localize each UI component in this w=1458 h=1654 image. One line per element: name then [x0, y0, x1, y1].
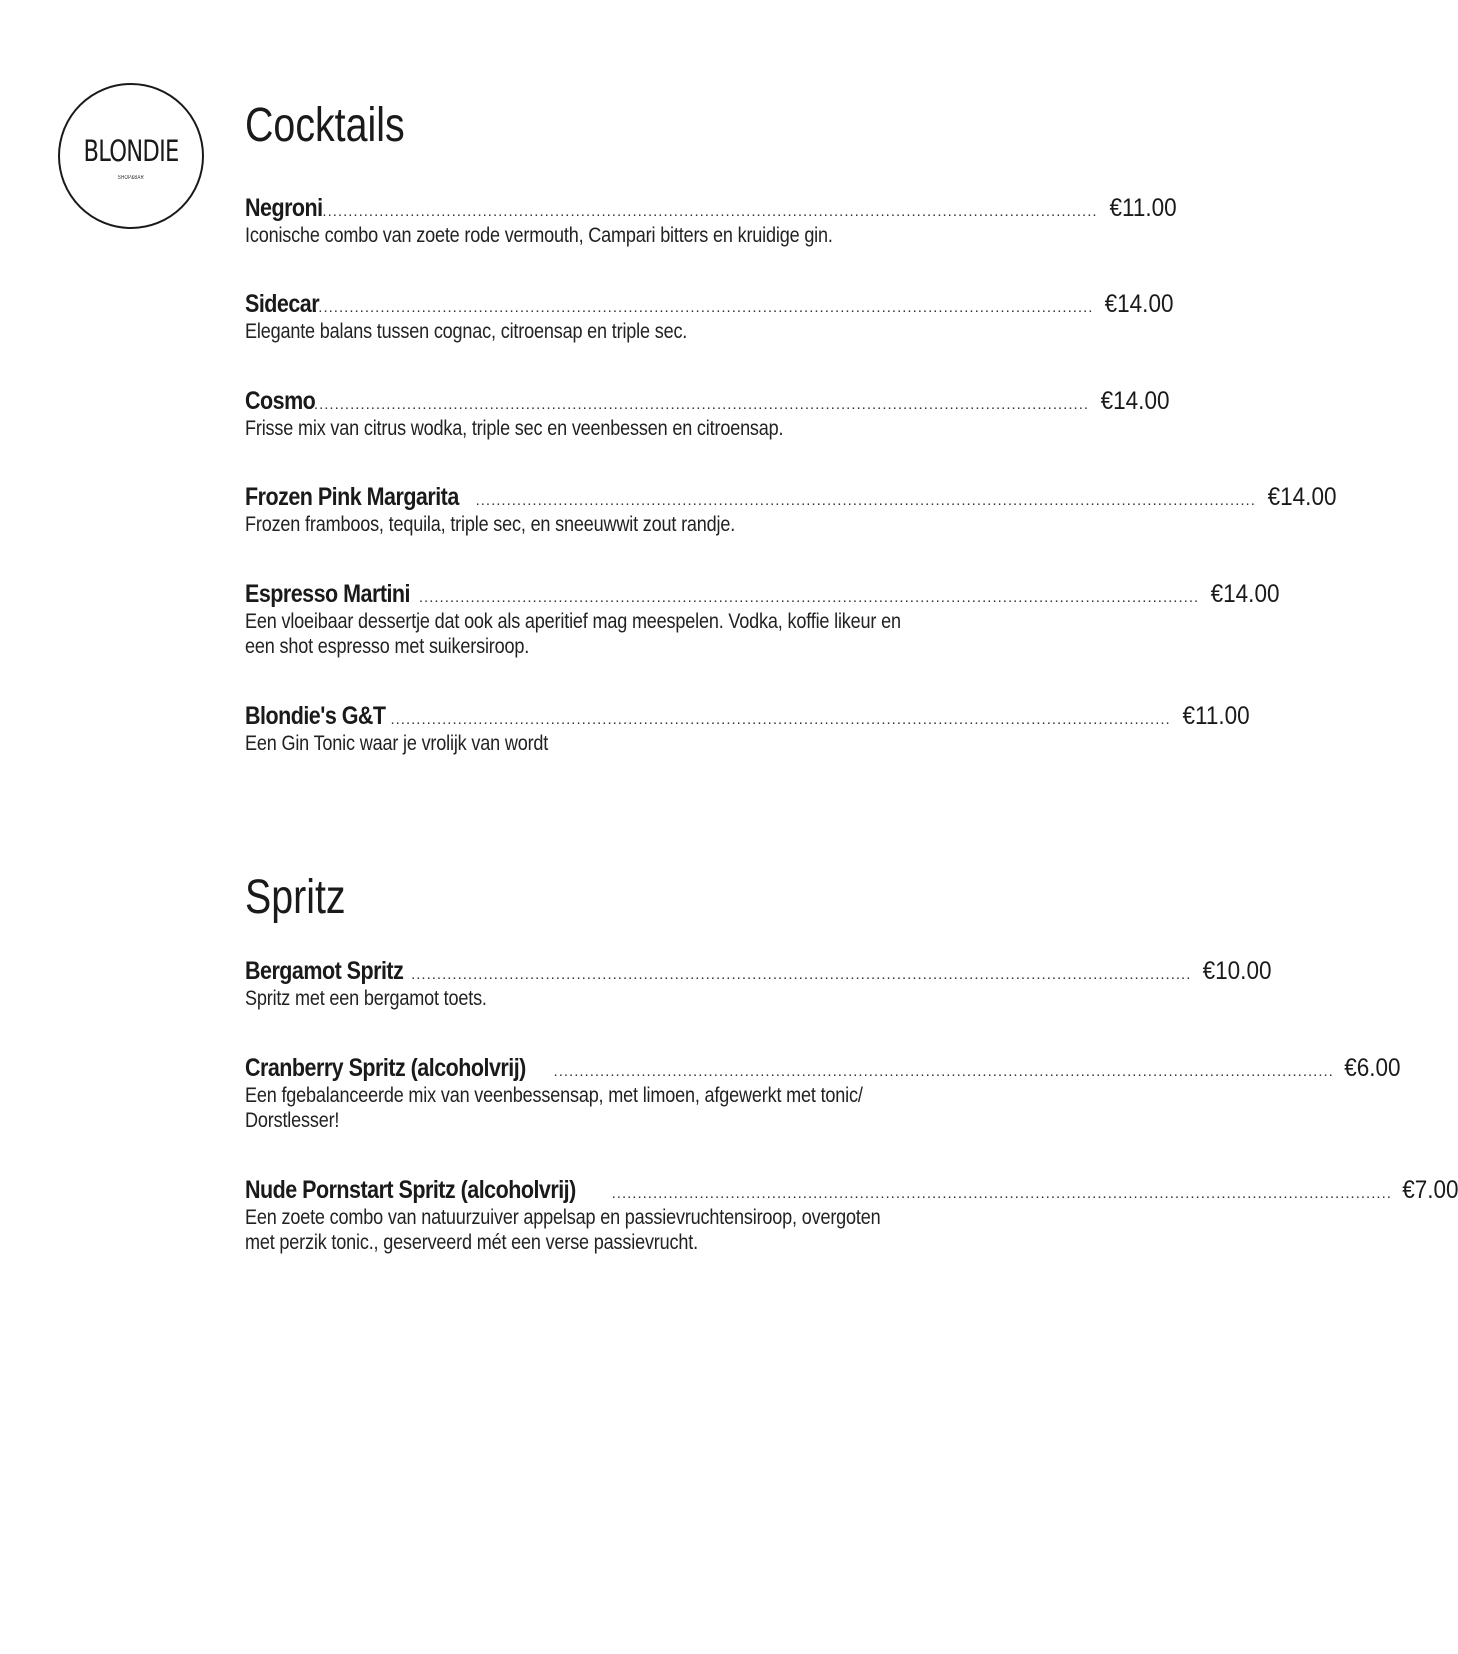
dot-leader: .......................................................................................................................................................	[317, 203, 1098, 220]
item-description: Een Gin Tonic waar je vrolijk van wordt	[245, 732, 549, 755]
logo-subtitle: SHOP&BAR	[117, 175, 145, 181]
item-name: Sidecar	[245, 290, 320, 318]
menu-item-bergamot-spritz	[245, 956, 1272, 1011]
item-price: €7.00	[1402, 1176, 1458, 1204]
item-description: Een vloeibaar dessertje dat ook als aperitief mag meespelen. Vodka, koffie likeur en een shot espresso met suikersiroop.	[245, 610, 901, 658]
menu-item-blondies-gt	[245, 701, 1250, 756]
dot-leader: .......................................................................................................................................................	[313, 299, 1094, 316]
dot-leader: .......................................................................................................................................................	[390, 711, 1171, 728]
item-price: €14.00	[1267, 483, 1337, 511]
menu-item-espresso-martini	[245, 579, 1280, 659]
menu-item-sidecar	[245, 289, 1174, 344]
menu-item-nude-pornstart-spritz	[245, 1175, 1458, 1255]
item-price: €14.00	[1105, 290, 1174, 318]
item-name: Cranberry Spritz (alcoholvrij)	[245, 1054, 526, 1082]
item-name: Espresso Martini	[245, 580, 410, 608]
item-description: Een fgebalanceerde mix van veenbessensap, met limoen, afgewerkt met tonic/ Dorstlesser!	[245, 1084, 863, 1132]
dot-leader: .......................................................................................................................................................	[553, 1063, 1334, 1080]
dot-leader: .......................................................................................................................................................	[475, 492, 1256, 509]
dot-leader: .......................................................................................................................................................	[308, 396, 1090, 413]
item-name: Nude Pornstart Spritz (alcoholvrij)	[245, 1176, 576, 1204]
item-name: Negroni	[245, 194, 323, 222]
menu-item-frozen-pink-margarita	[245, 482, 1337, 537]
item-name: Cosmo	[245, 387, 316, 415]
item-price: €10.00	[1203, 957, 1272, 985]
item-description: Elegante balans tussen cognac, citroensap en triple sec.	[245, 320, 688, 343]
item-price: €11.00	[1109, 194, 1177, 222]
logo-name: BLONDIE	[83, 134, 179, 168]
item-description: Frisse mix van citrus wodka, triple sec en veenbessen en citroensap.	[245, 417, 784, 440]
item-price: €11.00	[1182, 702, 1250, 730]
item-description: Spritz met een bergamot toets.	[245, 987, 487, 1010]
item-name: Blondie's G&T	[245, 702, 386, 730]
item-description: Frozen framboos, tequila, triple sec, en sneeuwwit zout randje.	[245, 513, 736, 536]
blondie-logo	[58, 83, 204, 229]
dot-leader: .......................................................................................................................................................	[411, 966, 1192, 983]
item-price: €14.00	[1210, 580, 1280, 608]
item-description: Iconische combo van zoete rode vermouth, Campari bitters en kruidige gin.	[245, 224, 833, 247]
menu-item-cranberry-spritz	[245, 1053, 1401, 1133]
item-price: €6.00	[1344, 1054, 1401, 1082]
item-description: Een zoete combo van natuurzuiver appelsap en passievruchtensiroop, overgoten met perzik tonic., geserveerd mét een verse passievrucht.	[245, 1206, 881, 1254]
menu-item-cosmo	[245, 386, 1170, 441]
item-name: Frozen Pink Margarita	[245, 483, 459, 511]
section-title-cocktails: Cocktails	[245, 99, 405, 152]
item-price: €14.00	[1100, 387, 1170, 415]
menu-item-negroni	[245, 193, 1177, 248]
dot-leader: .......................................................................................................................................................	[418, 589, 1200, 606]
item-name: Bergamot Spritz	[245, 957, 404, 985]
section-title-spritz: Spritz	[245, 871, 346, 924]
dot-leader: .......................................................................................................................................................	[611, 1185, 1392, 1202]
